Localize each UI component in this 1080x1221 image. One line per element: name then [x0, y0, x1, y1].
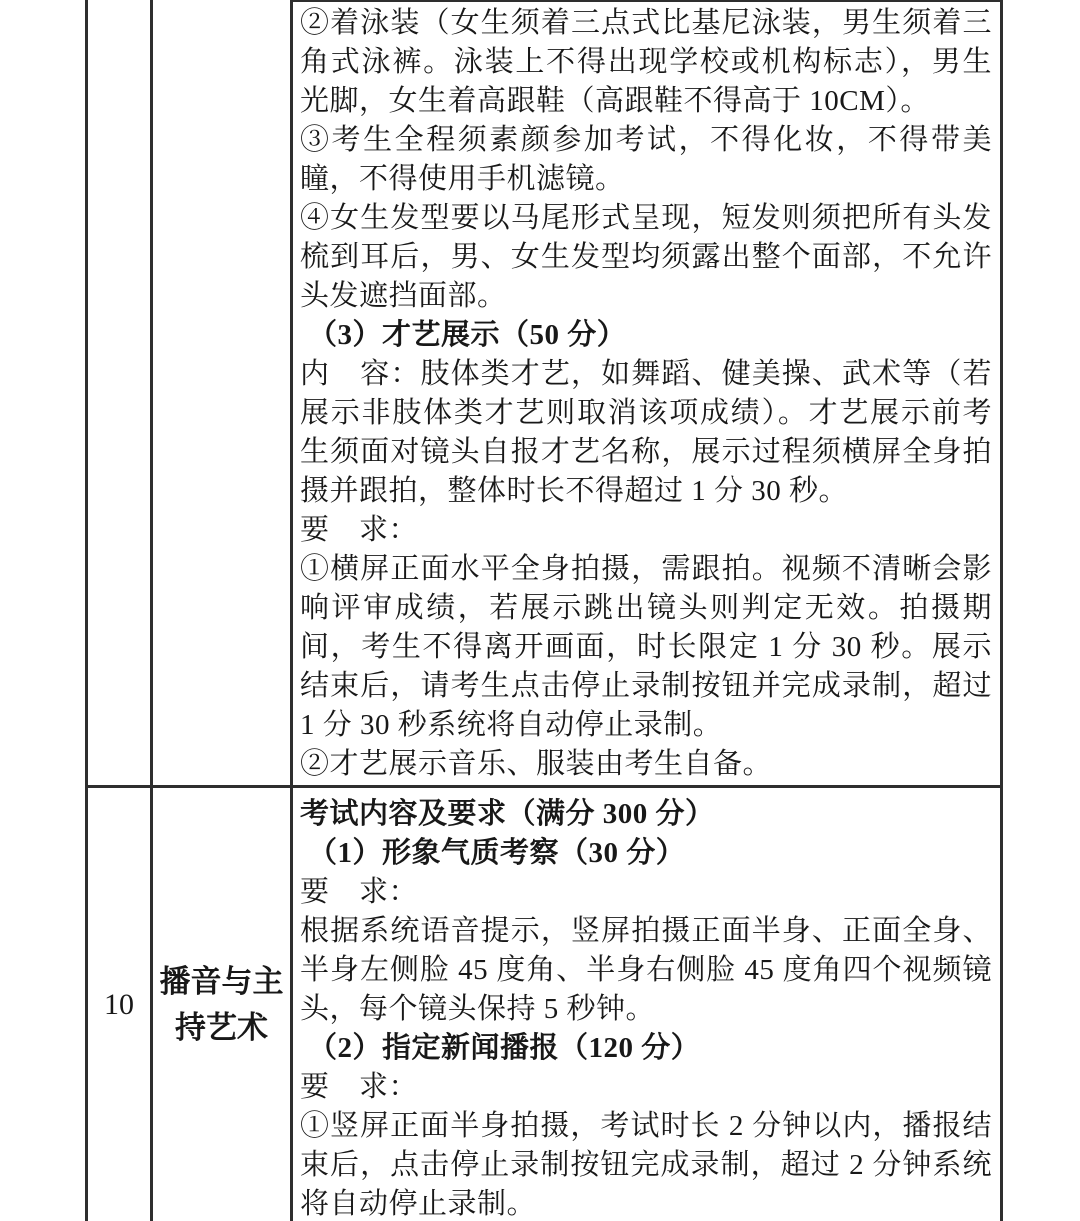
- paragraph: ②着泳装（女生须着三点式比基尼泳装，男生须着三角式泳裤。泳装上不得出现学校或机构标志），男生光脚，女生着高跟鞋（高跟鞋不得高于 10CM）。: [300, 7, 992, 117]
- paragraph: ③考生全程须素颜参加考试，不得化妆，不得带美瞳，不得使用手机滤镜。: [300, 124, 992, 195]
- paragraph: 要 求：: [300, 1071, 419, 1103]
- major-name: 播音与主持艺术: [159, 963, 284, 1045]
- paragraph: ①横屏正面水平全身拍摄，需跟拍。视频不清晰会影响评审成绩，若展示跳出镜头则判定无效。拍摄期间，考生不得离开画面，时长限定 1 分 30 秒。展示结束后，请考生点击停止录制按钮并完成录制，超过 1 分 30 秒系统将自动停止录制。: [300, 553, 992, 741]
- paragraph: ④女生发型要以马尾形式呈现，短发则须把所有头发梳到耳后，男、女生发型均须露出整个面部，不允许头发遮挡面部。: [300, 202, 992, 312]
- paragraph: 要 求：: [300, 514, 419, 546]
- paragraph: ②才艺展示音乐、服装由考生自备。: [300, 748, 773, 780]
- section-heading: （2）指定新闻播报（120 分）: [308, 1032, 701, 1064]
- section-heading: 考试内容及要求（满分 300 分）: [300, 798, 715, 830]
- row-prev-requirements-cell: [293, 0, 1003, 788]
- section-heading: （3）才艺展示（50 分）: [308, 319, 627, 351]
- paragraph: ①竖屏正面半身拍摄，考试时长 2 分钟以内，播报结束后，点击停止录制按钮完成录制，超过 2 分钟系统将自动停止录制。: [300, 1110, 992, 1220]
- paragraph: 要 求：: [300, 876, 419, 908]
- paragraph: 根据系统语音提示，竖屏拍摄正面半身、正面全身、半身左侧脸 45 度角、半身右侧脸 45 度角四个视频镜头，每个镜头保持 5 秒钟。: [300, 915, 992, 1025]
- row-10-requirements-cell: [293, 788, 1003, 1221]
- row-prev-major-cell: [153, 0, 293, 788]
- row-prev-number-cell: [88, 0, 153, 788]
- row-10-number-cell: [88, 788, 153, 1221]
- major-number: 10: [104, 987, 134, 1021]
- paragraph: 内 容：肢体类才艺，如舞蹈、健美操、武术等（若展示非肢体类才艺则取消该项成绩）。才艺展示前考生须面对镜头自报才艺名称，展示过程须横屏全身拍摄并跟拍，整体时长不得超过 1 分 30 秒。: [300, 358, 992, 507]
- section-heading: （1）形象气质考察（30 分）: [308, 837, 686, 869]
- row-10-major-cell: [153, 788, 293, 1221]
- exam-requirements-table: [85, 0, 1003, 1221]
